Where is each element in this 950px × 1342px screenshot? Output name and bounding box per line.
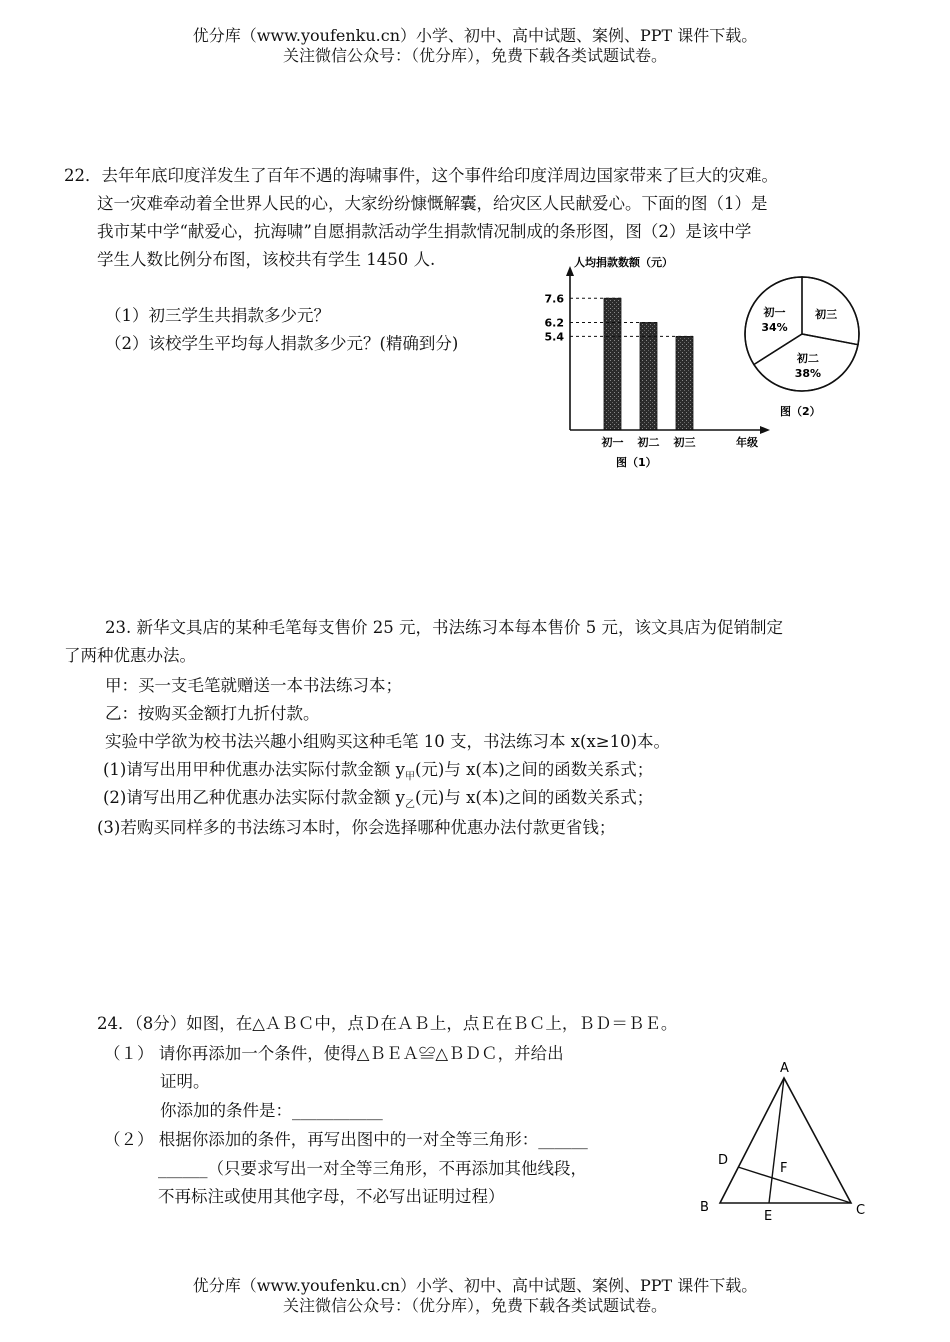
bar-初二 [640,323,657,430]
y-axis-arrow [566,266,574,276]
chart-title: 图（1） [616,456,657,469]
pie-chart-figure-2 [740,272,864,422]
q23-option-a: 甲：买一支毛笔就赠送一本书法练习本； [105,676,402,695]
q23-context: 实验中学欲为校书法兴趣小组购买这种毛笔 10 支，书法练习本 x(x≥10)本。 [105,732,671,751]
pie-label-2: 初二 [796,351,819,365]
q23-intro-2: 了两种优惠办法。 [64,646,196,665]
q23-part-3: (3)若购买同样多的书法练习本时，你会选择哪种优惠办法付款更省钱； [97,818,616,837]
q22-line-1: 22．去年年底印度洋发生了百年不遇的海啸事件，这个事件给印度洋周边国家带来了巨大的灾难。 [64,166,778,185]
y-tick-label-1: 7.6 [544,292,564,306]
label-f: F [780,1161,788,1176]
header-line-2: 关注微信公众号：（优分库），免费下载各类试题试卷。 [282,46,667,65]
q23-part-2-post: (元)与 x(本)之间的函数关系式； [414,788,654,807]
q23-intro-1: 23. 新华文具店的某种毛笔每支售价 25 元，书法练习本每本售价 5 元，该文具店为促销制定 [105,618,783,637]
q22-sub-2: （2）该校学生平均每人捐款多少元？(精确到分) [105,334,459,353]
q24-part-1-line-2: 证明。 [160,1072,210,1091]
q23-part-2-sub: 乙 [404,799,415,811]
pie-percent-1: 34% [761,320,788,334]
x-axis-arrow [760,426,770,434]
header-line-1: 优分库（www.youfenku.cn）小学、初中、高中试题、案例、PPT 课件下载。 [192,26,758,45]
q24-part-1-line-3: 你添加的条件是：___________ [160,1101,383,1120]
triangle-figure [694,1056,874,1226]
pie-title: 图（2） [780,405,821,418]
segment-ae [769,1078,784,1203]
q22-sub-1: （1）初三学生共捐款多少元？ [105,306,330,325]
q23-part-2-pre: (2)请写出用乙种优惠办法实际付款金额 y [103,788,405,807]
q23-part-1-sub: 甲 [404,771,415,783]
y-tick-label-2: 6.2 [544,316,564,330]
label-a: A [780,1061,789,1076]
footer-line-1: 优分库（www.youfenku.cn）小学、初中、高中试题、案例、PPT 课件下载。 [192,1276,758,1295]
label-e: E [764,1209,773,1224]
x-category-3: 初三 [673,436,696,449]
bar-初三 [676,336,693,430]
q24-part-2-line-3: 不再标注或使用其他字母，不必写出证明过程） [158,1187,505,1206]
q22-line-3: 我市某中学“献爱心，抗海啸”自愿捐款活动学生捐款情况制成的条形图，图（2）是该中学 [97,222,752,241]
triangle-abc [720,1078,851,1203]
q24-part-2-line-2: ______（只要求写出一对全等三角形，不再添加其他线段， [158,1159,587,1178]
q22-line-4: 学生人数比例分布图，该校共有学生 1450 人. [97,250,436,269]
label-b: B [700,1200,709,1215]
q22-line-2: 这一灾难牵动着全世界人民的心，大家纷纷慷慨解囊，给灾区人民献爱心。下面的图（1）是 [97,194,768,213]
x-category-2: 初二 [637,436,660,449]
pie-label-1: 初一 [763,305,786,319]
footer-line-2: 关注微信公众号：（优分库），免费下载各类试题试卷。 [282,1296,667,1315]
pie-percent-2: 38% [794,366,822,380]
x-category-1: 初一 [601,436,624,449]
label-d: D [718,1153,729,1168]
pie-label-3: 初三 [815,308,838,322]
q24-stem: 24．（8分）如图，在△ＡＢＣ中，点Ｄ在ＡＢ上，点Ｅ在ＢＣ上，ＢＤ＝ＢＥ。 [97,1014,678,1033]
bar-初一 [604,298,621,430]
chart-ylabel: 人均捐款数额（元） [574,256,673,269]
q23-part-1-pre: (1)请写出用甲种优惠办法实际付款金额 y [103,760,405,779]
y-tick-label-3: 5.4 [544,330,564,344]
q24-part-2-line-1: （２） 根据你添加的条件，再写出图中的一对全等三角形：______ [104,1130,588,1149]
q24-part-1-line-1: （１） 请你再添加一个条件，使得△ＢＥＡ≌△ＢＤＣ，并给出 [104,1044,564,1063]
label-c: C [856,1203,866,1218]
q23-option-b: 乙：按购买金额打九折付款。 [105,704,320,723]
chart-xlabel: 年级 [736,436,758,449]
q23-part-1-post: (元)与 x(本)之间的函数关系式； [414,760,654,779]
